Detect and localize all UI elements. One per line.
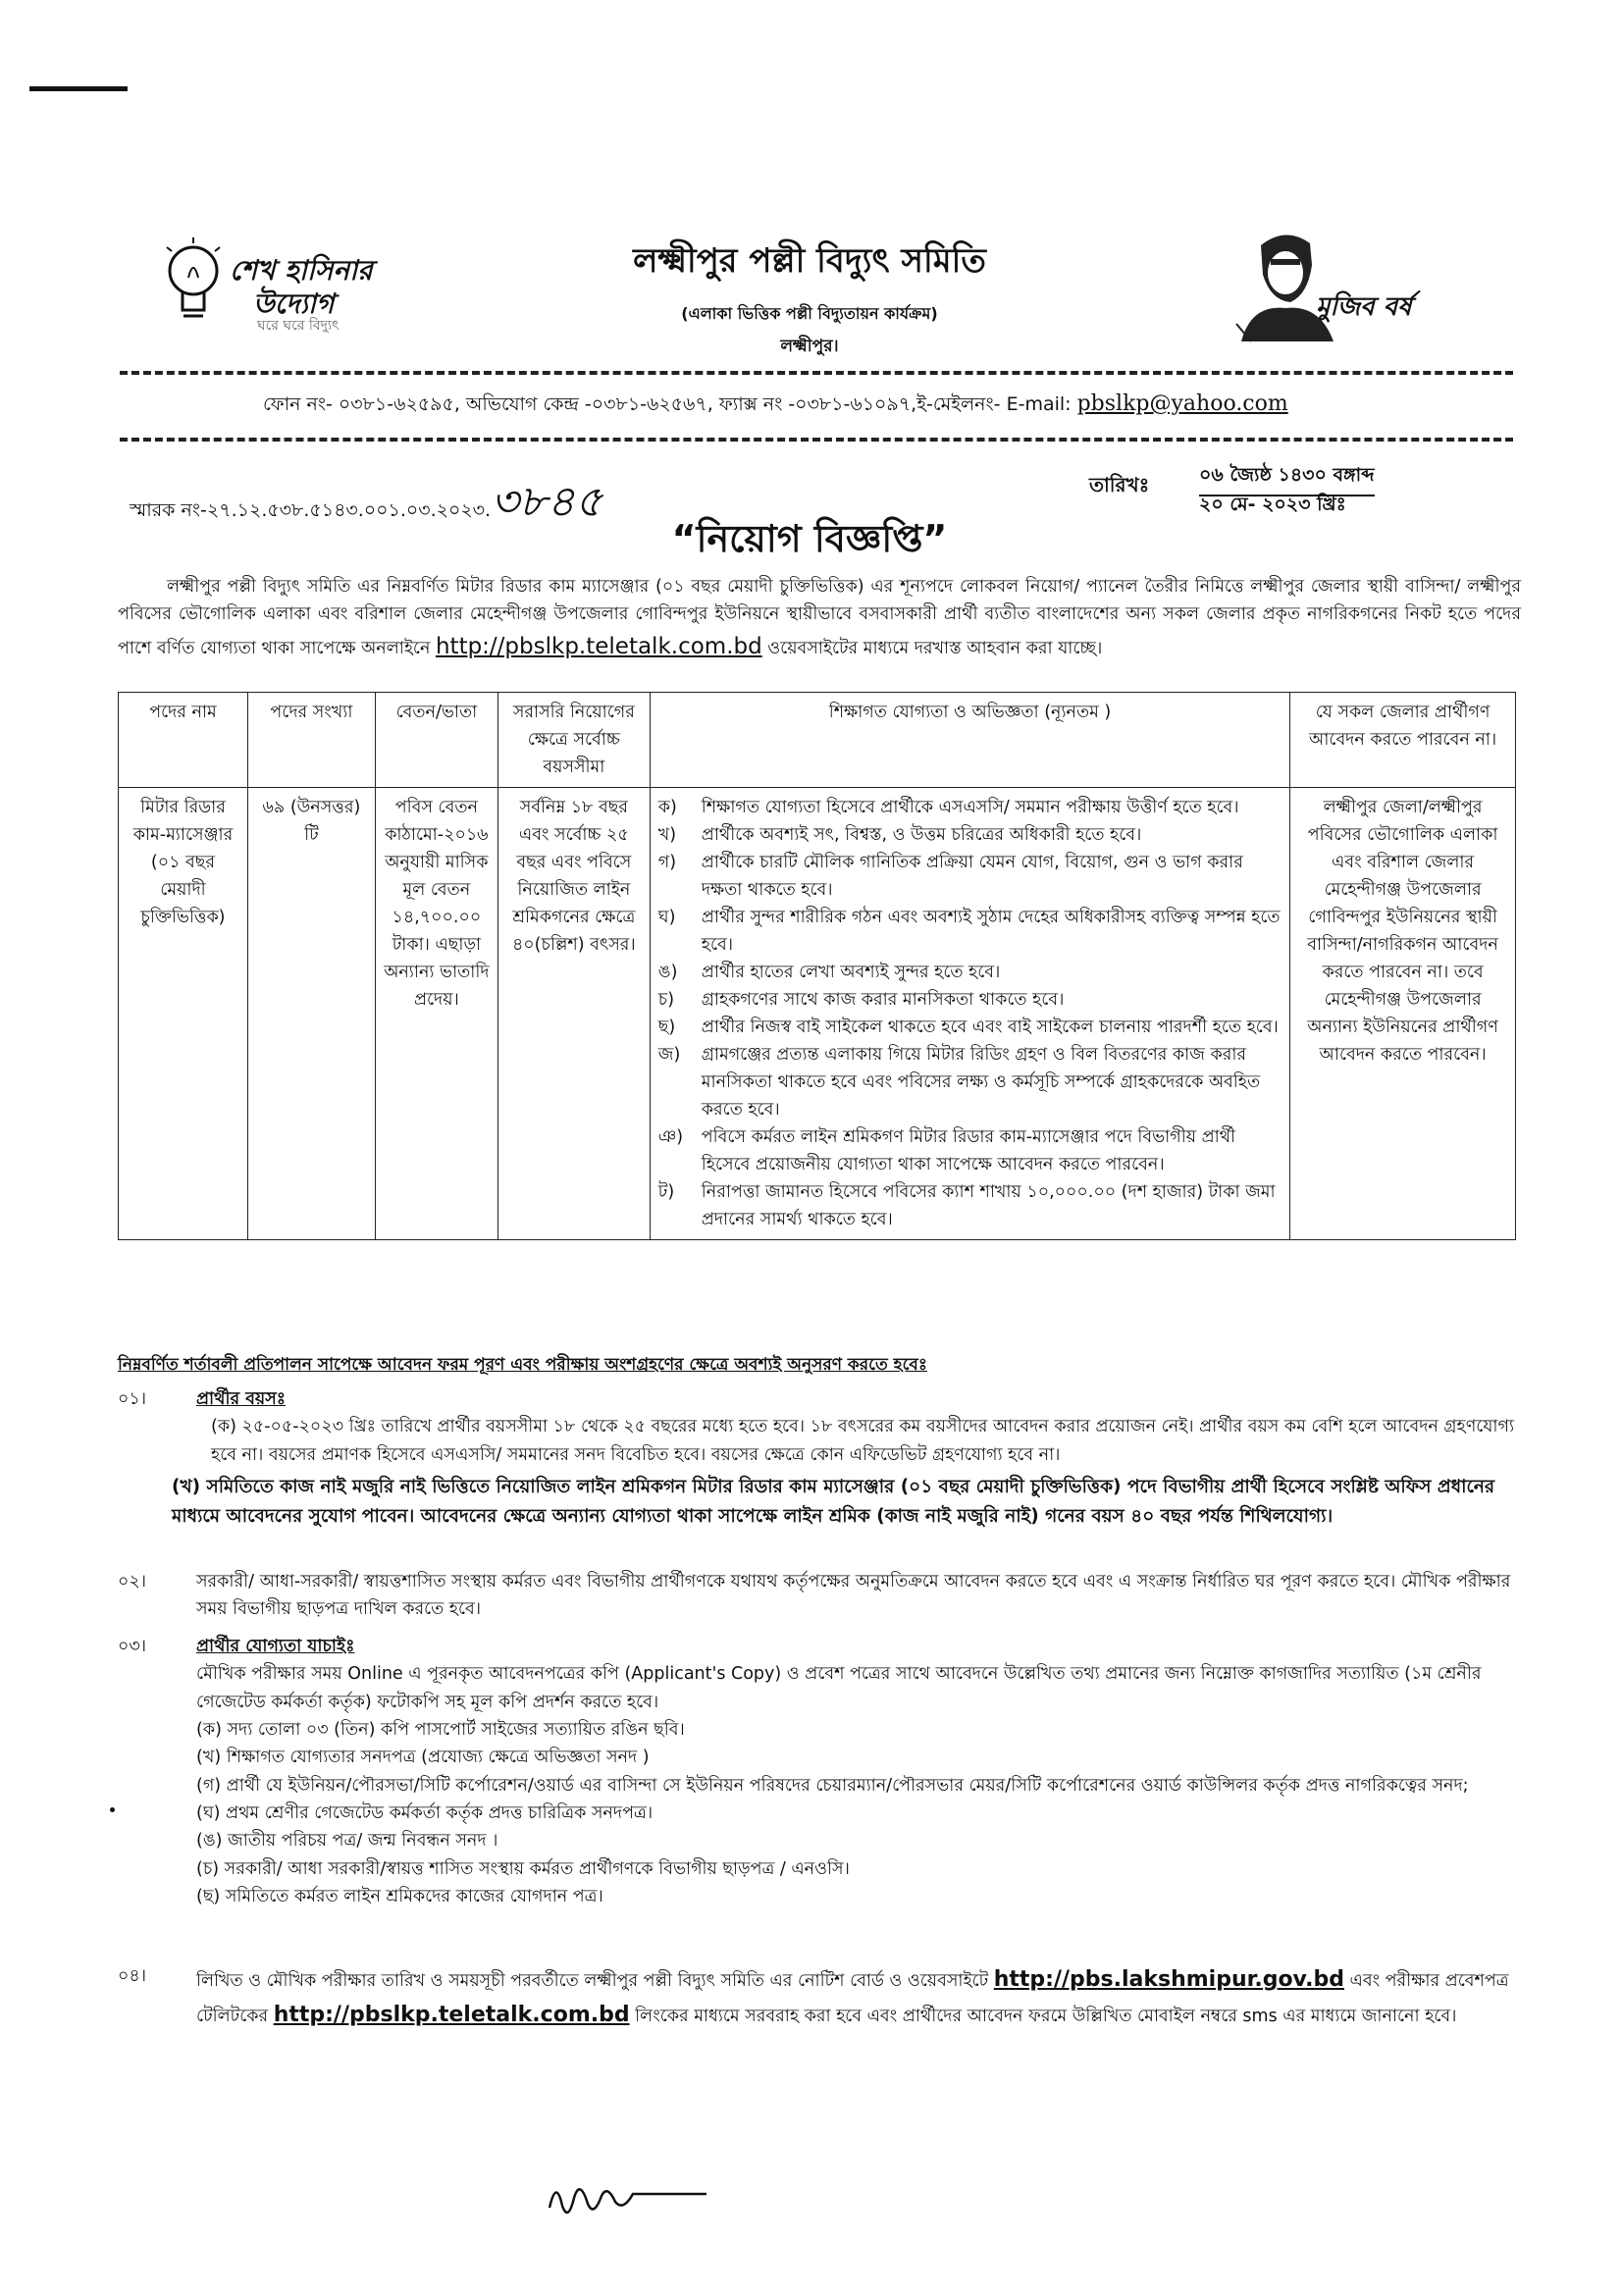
org-subtitle: (এলাকা ভিত্তিক পল্লী বিদ্যুতায়ন কার্যক্রম) <box>681 304 938 323</box>
th-age: সরাসরি নিয়োগের ক্ষেত্রে সর্বোচ্চ বয়সসীমা <box>497 693 650 788</box>
conditions-heading: নিম্নবর্ণিত শর্তাবলী প্রতিপালন সাপেক্ষে আবেদন ফরম পূরণ এবং পরীক্ষায় অংশগ্রহণের ক্ষেত্রে অবশ্যই অনুসরণ করতে হবেঃ <box>118 1355 927 1375</box>
th-excluded: যে সকল জেলার প্রার্থীগণ আবেদন করতে পারবেন না। <box>1290 693 1516 788</box>
condition-3-title: প্রার্থীর যোগ্যতা যাচাইঃ <box>196 1637 355 1656</box>
condition-3-item: (ঙ) জাতীয় পরিচয় পত্র/ জন্ম নিবন্ধন সনদ । <box>196 1831 498 1852</box>
condition-1-num: ০১। <box>118 1389 146 1409</box>
qual-item: গ) প্রার্থীকে চারটি মৌলিক গানিতিক প্রক্রিয়া যেমন যোগ, বিয়োগ, গুন ও ভাগ করার দক্ষতা থাকতে হবে। <box>657 853 1243 900</box>
qual-item: জ) গ্রামগঞ্জের প্রত্যন্ত এলাকায় গিয়ে মিটার রিডিং গ্রহণ ও বিল বিতরণের কাজ করার মানসিকতা থাকতে হবে এবং পবিসের লক্ষ্য ও কর্মসূচি সম্পর্কে গ্রাহকদেরকে অবহিত করতে হবে। <box>657 1045 1261 1120</box>
logo-left <box>159 234 414 332</box>
contact-text: ফোন নং- ০৩৮১-৬২৫৯৫, অভিযোগ কেন্দ্র -০৩৮১-৬২৫৬৭, ফ্যাক্স নং -০৩৮১-৬১০৯৭,ই-মেইলনং- E-mail: <box>263 393 1077 415</box>
qual-item: ঘ) প্রার্থীর সুন্দর শারীরিক গঠন এবং অবশ্যই সুঠাম দেহের অধিকারীসহ ব্যক্তিত্ব সম্পন্ন হতে হবে। <box>657 908 1281 955</box>
qual-item: চ) গ্রাহকগণের সাথে কাজ করার মানসিকতা থাকতে হবে। <box>657 990 1065 1010</box>
margin-dot <box>110 1807 115 1812</box>
condition-4-text: লিখিত ও মৌখিক পরীক্ষার তারিখ ও সময়সূচী পরবর্তীতে লক্ষ্মীপুর পল্লী বিদ্যুৎ সমিতি এর নোটিশ বোর্ড ও ওয়েবসাইটে http://pbs.lakshmipur.gov.bd এবং পরীক্ষার প্রবেশপত্র টেলিটকের http://pbslkp.teletalk.com.bd লিংকের মাধ্যমে সরবরাহ করা হবে এবং প্রার্থীদের আবেদন ফরমে উল্লিখিত মোবাইল নম্বরে sms এর মাধ্যমে জানানো হবে। <box>196 1967 1509 2027</box>
condition-4-num: ০৪। <box>118 1966 146 1986</box>
condition-3-num: ০৩। <box>118 1637 147 1656</box>
memo-ref-text: স্মারক নং-২৭.১২.৫৩৮.৫১৪৩.০০১.০৩.২০২৩. <box>130 499 492 521</box>
table-row <box>119 788 1516 1240</box>
org-place: লক্ষ্মীপুর। <box>780 337 839 356</box>
email-link[interactable]: pbslkp@yahoo.com <box>1076 391 1288 416</box>
logo-right-text: মুজিব বর্ষ <box>1316 292 1412 322</box>
condition-1-a: (ক) ২৫-০৫-২০২৩ খ্রিঃ তারিখে প্রার্থীর বয়সসীমা ১৮ থেকে ২৫ বছরের মধ্যে হতে হবে। ১৮ বৎসরের কম বয়সীদের আবেদন করার প্রয়োজন নেই। প্রার্থীর বয়স কম বেশি হলে আবেদন গ্রহণযোগ্য হবে না। বয়সের প্রমাণক হিসেবে এসএসসি/ সমমানের সনদ বিবেচিত হবে। বয়সের ক্ষেত্রে কোন এফিডেভিট গ্রহণযোগ্য হবে না। <box>211 1417 1515 1465</box>
condition-1 <box>118 1385 1521 1532</box>
intro-text: লক্ষ্মীপুর পল্লী বিদ্যুৎ সমিতি এর নিম্নবর্ণিত মিটার রিডার কাম ম্যাসেঞ্জার (০১ বছর মেয়াদী চুক্তিভিত্তিক) এর শূন্যপদে লোকবল নিয়োগ/ প্যানেল তৈরীর নিমিত্তে লক্ষ্মীপুর জেলার স্থায়ী বাসিন্দা/ লক্ষ্মীপুর পবিসের ভৌগোলিক এলাকা এবং বরিশাল জেলার মেহেন্দীগঞ্জ উপজেলার গোবিন্দপুর ইউনিয়নে স্থায়ীভাবে বসবাসকারী প্রার্থী ব্যতীত বাংলাদেশের অন্য সকল জেলার প্রকৃত নাগরিকগনের নিকট হতে পদের পাশে বর্ণিত যোগ্যতা থাকা সাপেক্ষে অনলাইনে <box>118 577 1521 658</box>
condition-3-item: (ছ) সমিতিতে কর্মরত লাইন শ্রমিকদের কাজের যোগদান পত্র। <box>196 1887 603 1907</box>
job-table <box>118 692 1516 1240</box>
th-qualification: শিক্ষাগত যোগ্যতা ও অভিজ্ঞতা (ন্যূনতম ) <box>650 693 1289 788</box>
condition-3-item: (ক) সদ্য তোলা ০৩ (তিন) কপি পাসপোর্ট সাইজের সত্যায়িত রঙিন ছবি। <box>196 1720 685 1741</box>
table-header-row <box>119 693 1516 788</box>
logo-left-line3: ঘরে ঘরে বিদ্যুৎ <box>257 318 340 334</box>
notice-title: “নিয়োগ বিজ্ঞপ্তি” <box>671 517 948 560</box>
qual-item: ছ) প্রার্থীর নিজস্ব বাই সাইকেল থাকতে হবে এবং বাই সাইকেল চালনায় পারদর্শী হতে হবে। <box>657 1018 1279 1037</box>
qual-item: ঞ) পবিসে কর্মরত লাইন শ্রমিকগণ মিটার রিডার কাম-ম্যাসেঞ্জার পদে বিভাগীয় প্রার্থী হিসেবে প্রয়োজনীয় যোগ্যতা থাকা সাপেক্ষে আবেদন করতে পারবেন। <box>657 1127 1236 1174</box>
cell-count: ৬৯ (উনসত্তর) টি <box>247 788 375 1240</box>
logo-left-line2: উদ্যোগ <box>253 287 335 320</box>
condition-1-title: প্রার্থীর বয়সঃ <box>196 1389 287 1409</box>
website-link[interactable]: http://pbs.lakshmipur.gov.bd <box>993 1967 1344 1992</box>
intro-paragraph <box>118 573 1521 665</box>
condition-1-b: (খ) সমিতিতে কাজ নাই মজুরি নাই ভিত্তিতে নিয়োজিত লাইন শ্রমিকগন মিটার রিডার কাম ম্যাসেঞ্জার (০১ বছর মেয়াদী চুক্তিভিত্তিক) পদে বিভাগীয় প্রার্থী হিসেবে সংশ্লিষ্ট অফিস প্রধানের মাধ্যমে আবেদনের সুযোগ পাবেন। আবেদনের ক্ষেত্রে অন্যান্য যোগ্যতা থাকা সাপেক্ষে লাইন শ্রমিক (কাজ নাই মজুরি নাই) গনের বয়স ৪০ বছর পর্যন্ত শিথিলযোগ্য। <box>172 1477 1495 1527</box>
th-salary: বেতন/ভাতা <box>375 693 497 788</box>
corner-mark <box>29 86 128 91</box>
logo-right <box>1231 226 1487 353</box>
condition-2 <box>118 1568 1521 1624</box>
condition-3-item: (খ) শিক্ষাগত যোগ্যতার সনদপত্র (প্রযোজ্য ক্ষেত্রে অভিজ্ঞতা সনদ ) <box>196 1748 650 1768</box>
cell-post: মিটার রিডার কাম-ম্যাসেঞ্জার (০১ বছর মেয়াদী চুক্তিভিত্তিক) <box>119 788 248 1240</box>
intro-text-end: ওয়েবসাইটের মাধ্যমে দরখাস্ত আহবান করা যাচ্ছে। <box>761 638 1103 658</box>
cell-excluded: লক্ষ্মীপুর জেলা/লক্ষ্মীপুর পবিসের ভৌগোলিক এলাকা এবং বরিশাল জেলার মেহেন্দীগঞ্জ উপজেলার গোবিন্দপুর ইউনিয়নের স্থায়ী বাসিন্দা/নাগরিকগন আবেদন করতে পারবেন না। তবে মেহেন্দীগঞ্জ উপজেলার অন্যান্য ইউনিয়নের প্রার্থীগণ আবেদন করতে পারবেন। <box>1290 788 1516 1240</box>
signature-mark <box>545 2168 711 2227</box>
teletalk-link[interactable]: http://pbslkp.teletalk.com.bd <box>273 2002 630 2027</box>
condition-3-intro: মৌখিক পরীক্ষার সময় Online এ পূরনকৃত আবেদনপত্রের কপি (Applicant's Copy) ও প্রবেশ পত্রের সাথে আবেদনে উল্লেখিত তথ্য প্রমানের জন্য নিম্নোক্ত কাগজাদির সত্যায়িত (১ম শ্রেনীর গেজেটেড কর্মকর্তা কর্তৃক) ফটোকপি সহ মূল কপি প্রদর্শন করতে হবে। <box>196 1664 1482 1712</box>
date-bangla: ০৬ জ্যৈষ্ঠ ১৪৩০ বঙ্গাব্দ <box>1199 461 1375 496</box>
cell-salary: পবিস বেতন কাঠামো-২০১৬ অনুযায়ী মাসিক মূল বেতন ১৪,৭০০.০০ টাকা। এছাড়া অন্যান্য ভাতাদি প্রদেয়। <box>375 788 497 1240</box>
condition-2-num: ০২। <box>118 1572 147 1592</box>
qual-item: ক) শিক্ষাগত যোগ্যতা হিসেবে প্রার্থীকে এসএসসি/ সমমান পরীক্ষায় উত্তীর্ণ হতে হবে। <box>657 798 1239 817</box>
date-label: তারিখঃ <box>1089 473 1150 496</box>
qual-item: ট) নিরাপত্তা জামানত হিসেবে পবিসের ক্যাশ শাখায় ১০,০০০.০০ (দশ হাজার) টাকা জমা প্রদানের সামর্থ্য থাকতে হবে। <box>657 1182 1276 1229</box>
th-count: পদের সংখ্যা <box>247 693 375 788</box>
date-english: ২০ মে- ২০২৩ খ্রিঃ <box>1199 494 1346 515</box>
logo-left-line1: শেখ হাসিনার <box>230 254 373 287</box>
org-name: লক্ষ্মীপুর পল্লী বিদ্যুৎ সমিতি <box>633 241 986 281</box>
condition-3-item: (গ) প্রার্থী যে ইউনিয়ন/পৌরসভা/সিটি কর্পোরেশন/ওয়ার্ড এর বাসিন্দা সে ইউনিয়ন পরিষদের চেয়ারম্যান/পৌরসভার মেয়র/সিটি কর্পোরেশনের ওয়ার্ড কাউন্সিলর কর্তৃক প্রদত্ত নাগরিকত্বের সনদ; <box>196 1775 1469 1796</box>
cell-qualifications <box>650 788 1289 1240</box>
qual-item: খ) প্রার্থীকে অবশ্যই সৎ, বিশ্বস্ত, ও উত্তম চরিত্রের অধিকারী হতে হবে। <box>657 825 1142 845</box>
condition-2-text: সরকারী/ আধা-সরকারী/ স্বায়ত্তশাসিত সংস্থায় কর্মরত এবং বিভাগীয় প্রার্থীগণকে যথাযথ কর্তৃপক্ষের অনুমতিক্রমে আবেদন করতে হবে এবং এ সংক্রান্ত নির্ধারিত ঘর পূরণ করতে হবে। মৌখিক পরীক্ষার সময় বিভাগীয় ছাড়পত্র দাখিল করতে হবে। <box>196 1572 1511 1620</box>
condition-4 <box>118 1962 1521 2032</box>
condition-3-item: (ঘ) প্রথম শ্রেণীর গেজেটেড কর্মকর্তা কর্তৃক প্রদত্ত চারিত্রিক সনদপত্র। <box>196 1803 654 1824</box>
th-post: পদের নাম <box>119 693 248 788</box>
memo-ref-handwritten: ৩৮৪৫ <box>491 477 603 527</box>
apply-link[interactable]: http://pbslkp.teletalk.com.bd <box>435 633 762 659</box>
condition-3 <box>118 1633 1521 1910</box>
condition-3-item: (চ) সরকারী/ আধা সরকারী/স্বায়ত্ত শাসিত সংস্থায় কর্মরত প্রার্থীগণকে বিভাগীয় ছাড়পত্র / এনওসি। <box>196 1858 850 1879</box>
cell-age: সর্বনিম্ন ১৮ বছর এবং সর্বোচ্চ ২৫ বছর এবং পবিসে নিয়োজিত লাইন শ্রমিকগনের ক্ষেত্রে ৪০(চল্লিশ) বৎসর। <box>497 788 650 1240</box>
contact-line <box>263 391 1539 422</box>
bulb-icon <box>159 234 228 332</box>
qual-item: ঙ) প্রার্থীর হাতের লেখা অবশ্যই সুন্দর হতে হবে। <box>657 963 1001 982</box>
